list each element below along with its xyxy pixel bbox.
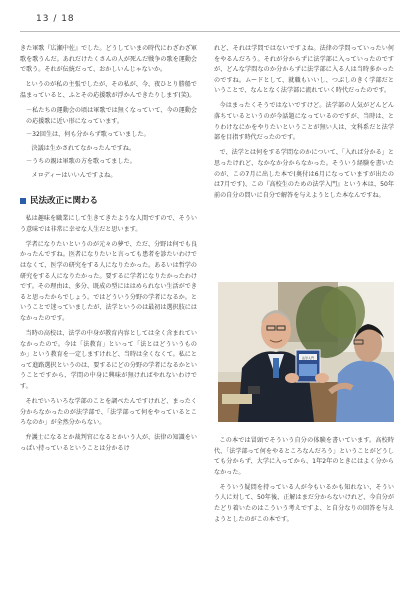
left-paragraph: 弁護士になるとか裁判官になるとかいう人が、法律の知識をいっぱい持っているということは分かるけ (20, 434, 197, 452)
right-paragraph: この本では冒頭でそういう自分の体験を書いています。高校時代、「法学部って何をやるところなんだろう」ということがどうしても分からず、大学に入ってから、1年2年のときにはよく分からなかった。 (214, 437, 394, 476)
book-cover-title: 法学入門 (301, 356, 315, 360)
quote-line: －うちの親は軍歌の方を歌ってました。 (26, 158, 136, 166)
right-paragraph: れど、それは学問ではないですよね。法律の学問っていったい何をやるんだろう。それが分からずに法学部に入っていったのですが、どんな学問なのか分からずに法学部に入る人は当時多かったのですね。ムードとして、就職もいいし、つぶしのきく学部だということで、なんとなく法学部に流れていく時代だったのです。 (214, 45, 394, 95)
section-heading-text: 民法改正に関わる (30, 195, 99, 206)
page-header (20, 12, 400, 32)
page-number: 13 / 18 (36, 14, 75, 24)
right-paragraph: そういう疑問を持っている人が今もいるかも知れない、そういう人に対して、50年後、正解はまだ分からないけれど、今自分がたどり着いたのはこういう考えですよ、と自分なりの回答を与えようとしたのがこの本です。 (214, 483, 394, 523)
left-paragraph: というのが私の主張でしたが、その私が、今、夜ひとり勝船で温まっていると、ふとその応援歌が浮かんできたりします(笑)。 (20, 81, 197, 99)
left-column (20, 44, 197, 459)
dialogue-quotes (20, 106, 197, 182)
interview-photo-drawing (218, 282, 394, 422)
left-paragraph: きた軍歌『広瀬中佐』でした。どうしていまの時代にわざわざ軍歌を歌うんだ。あれだけたくさんの人が死んだ戦争の歌を運動会で歌う。それが伝統だって、おかしいんじゃないか。 (20, 45, 197, 74)
quote-line: －私たちの運動会の頃は軍歌では無くなっていて、今の運動会の応援歌に近い形になっています。 (26, 106, 197, 125)
right-paragraph: 今はまったくそうではないですけど。法学部の人気がどんどん落ちているというのが今話題になっているのですが、当時は、とりわけなにかをやりたいということが無い人は、文科系だと法学部を目指す時代だったのです。 (214, 102, 394, 142)
quote-line: 決議は生かされてなかったんですね。 (31, 144, 136, 152)
left-paragraph: 私は趣味を職業にして生きてきたような人間ですので、そういう意味では非常に幸せな人生だと思います。 (20, 215, 197, 233)
left-paragraph: それでいろいろな学部のことを調べたんですけれど、まったく分からなかったのが法学部で、「法学部って何をやっているところなのか」が全然分からない。 (20, 398, 197, 427)
right-paragraph: で、法学とは何をする学問なのかについて、「入れば分かる」と思ったけれど、なかなか分からなかった。そういう経験を書いたのが、この7月に出した本で(奥付は6月になっていますが出たのは7月です)、この『高校生のための法学入門』という本は、50年前の自分の問いに自分で解答を与えようとした本なんですね。 (214, 149, 394, 199)
quote-line: －32回生は、何も分からず歌っていました。 (26, 131, 150, 139)
right-column-lower (214, 436, 394, 530)
quote-line: メロディーはいいんですよね。 (31, 171, 117, 179)
right-column (214, 44, 394, 206)
section-heading (20, 196, 197, 207)
interview-photo (218, 282, 394, 422)
square-bullet-icon (20, 198, 26, 204)
left-paragraph: 当時の高校は、法学の中身が教育内容としては全く含まれていなかったので。今は「法教育」といって「法とはどういうものか」という教育を一定しますけれど、当時は全くなくて。私にとって進路選択というのは、要するにどの分野の学者になるかということですから、学問の中身に興味が無ければやれないわけです。 (20, 330, 197, 391)
left-paragraph: 学者になりたいというのが元々の夢で、ただ、分野は何でも良かったんですね。医者になりたいと言っても患者を診たいわけではなくて、医学の研究をする人になりたかった。あるいは哲学の研究をする人になりたかった。要するに学者になりたかったわけです。その理由は、多分、既成の型にははめられない生活ができると思ったからでしょう。ではどういう分野の学者になるか。ということで迷っていましたが、法学というのは最初は選択肢にはなかったのです。 (20, 240, 197, 322)
